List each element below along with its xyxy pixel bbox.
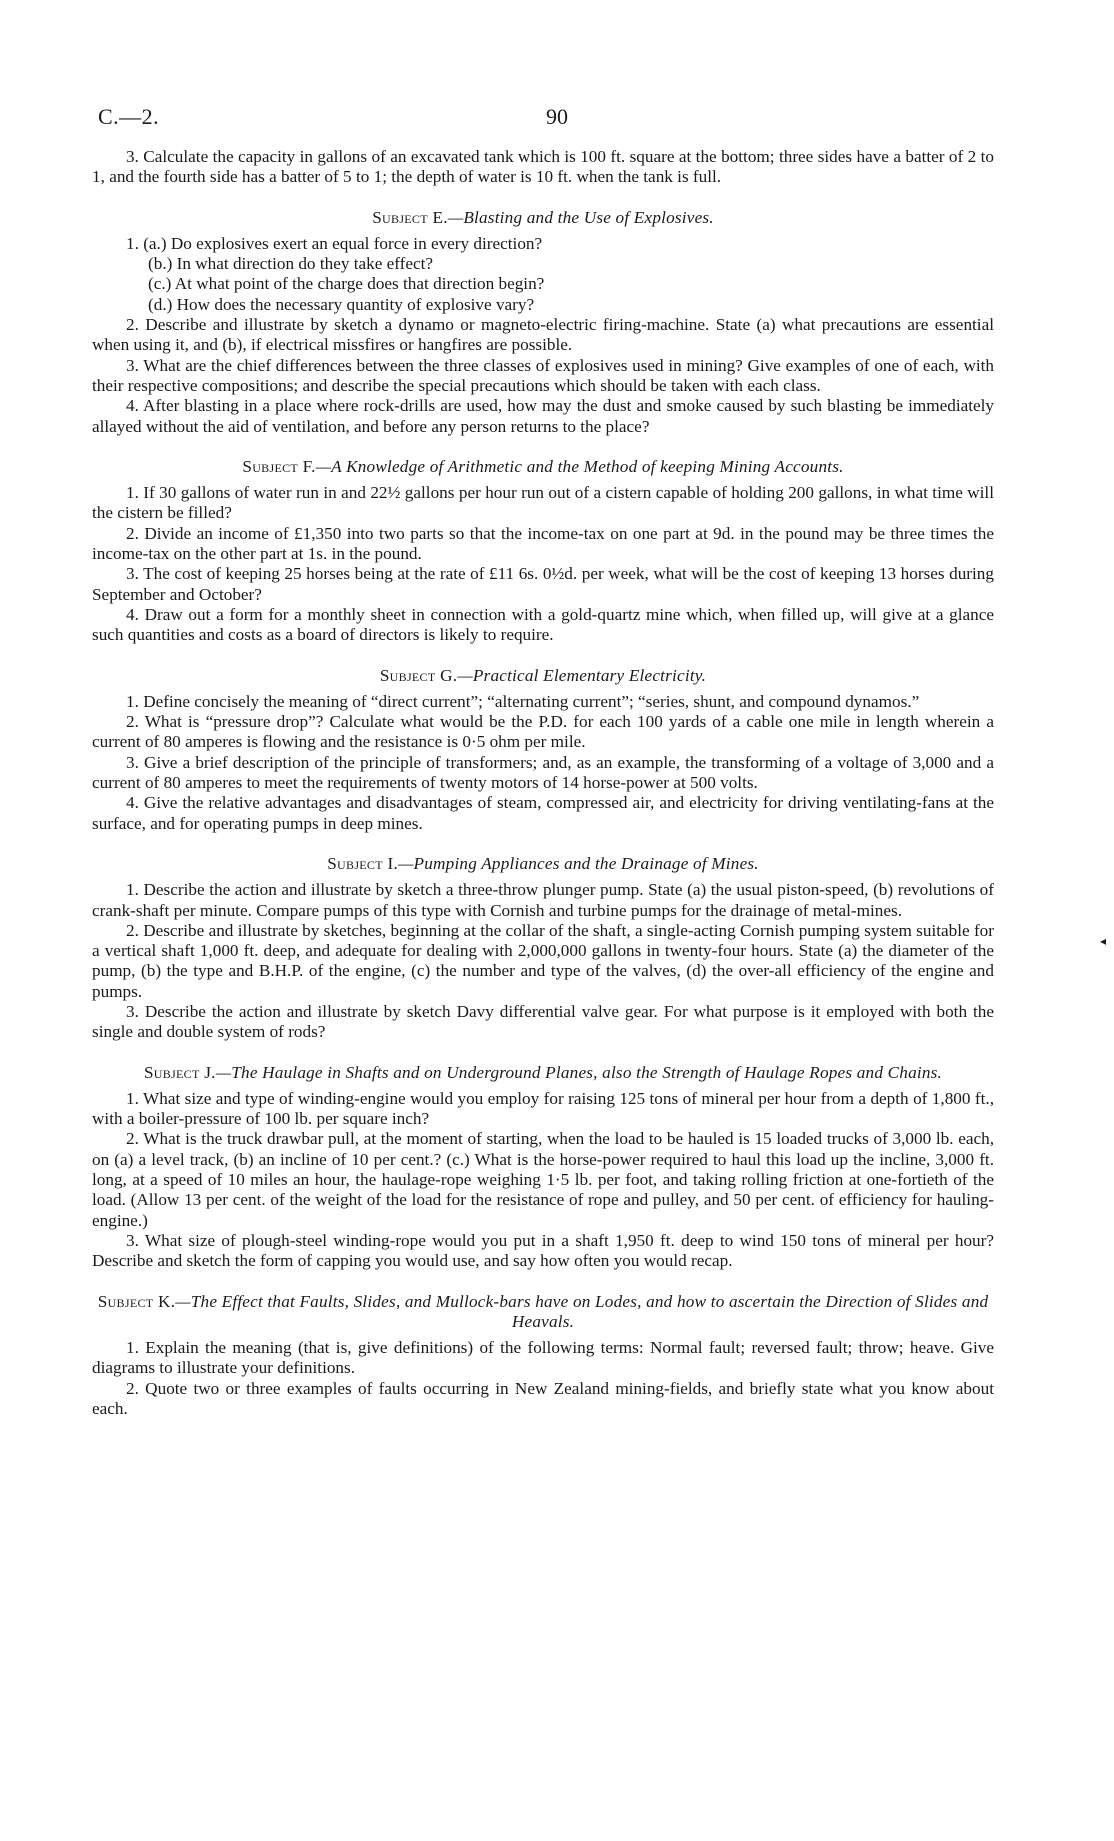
subject-i-question-3: 3. Describe the action and illustrate by sketch Davy differential valve gear. For what purpose is it employed with both the single and double system of rods? (92, 1001, 994, 1042)
subject-f-question-3: 3. The cost of keeping 25 horses being at the rate of £11 6s. 0½d. per week, what will be the cost of keeping 13 horses during September and October? (92, 564, 994, 604)
subject-j-label: Subject J. (143, 1062, 216, 1082)
document-reference: C.—2. (98, 104, 160, 129)
subject-e-question-1c: (c.) At what point of the charge does that direction begin? (148, 274, 545, 294)
subject-j-question-1: 1. What size and type of winding-engine would you employ for raising 125 tons of mineral per hour from a depth of 1,800 ft., with a boiler-pressure of 100 lb. per square inch? (92, 1088, 994, 1129)
subject-g-label: Subject G. (379, 665, 458, 685)
subject-e-label: Subject E. (372, 207, 448, 227)
page-body (92, 147, 994, 1419)
subject-k-question-1: 1. Explain the meaning (that is, give definitions) of the following terms: Normal fault; reversed fault; throw; heave. Give diagrams to illustrate your definitions. (92, 1338, 994, 1378)
subject-j-title: —The Haulage in Shafts and on Underground Planes, also the Strength of Haulage Ropes and Chains. (215, 1062, 943, 1082)
subject-f-question-4: 4. Draw out a form for a monthly sheet in connection with a gold-quartz mine which, when filled up, will give at a glance such quantities and costs as a board of directors is likely to require. (92, 604, 994, 645)
subject-i-question-1: 1. Describe the action and illustrate by sketch a three-throw plunger pump. State (a) the usual piston-speed, (b) revolutions of crank-shaft per minute. Compare pumps of this type with Cornish and turbine pumps for the drainage of metal-mines. (92, 880, 994, 920)
subject-g-title: —Practical Elementary Electricity. (457, 665, 707, 685)
subject-f-title: —A Knowledge of Arithmetic and the Method of keeping Mining Accounts. (315, 456, 844, 476)
subject-g-question-2: 2. What is “pressure drop”? Calculate what would be the P.D. for each 100 yards of a cable one mile in length wherein a current of 80 amperes is flowing and the resistance is 0·5 ohm per mile. (92, 712, 994, 752)
subject-e-question-2: 2. Describe and illustrate by sketch a dynamo or magneto-electric firing-machine. State (a) what precautions are essential when using it, and (b), if electrical missfires or hangfires are possible. (92, 315, 994, 355)
subject-i-heading (92, 854, 994, 874)
subject-e-question-1b: (b.) In what direction do they take effect? (148, 254, 434, 274)
subject-k-heading (92, 1292, 994, 1333)
subject-j-question-2: 2. What is the truck drawbar pull, at the moment of starting, when the load to be hauled is 15 loaded trucks of 3,000 lb. each, on (a) a level track, (b) an incline of 10 per cent.? (c.) What is the horse-power required to haul this load up the incline, 3,000 ft. long, at a speed of 10 miles an hour, the haulage-rope weighing 1·5 lb. per foot, and taking rolling friction at one-fortieth of the load. (Allow 13 per cent. of the weight of the load for the resistance of rope and pulley, and 50 per cent. of efficiency for hauling-engine.) (92, 1129, 994, 1230)
subject-g-question-1: 1. Define concisely the meaning of “direct current”; “alternating current”; “series, shunt, and compound dynamos.” (126, 691, 920, 711)
subject-f-heading (92, 457, 994, 477)
subject-e-title: —Blasting and the Use of Explosives. (447, 207, 714, 227)
subject-i-label: Subject I. (327, 853, 399, 873)
subject-j-heading (92, 1063, 994, 1083)
subject-e-question-1d: (d.) How does the necessary quantity of explosive vary? (148, 294, 535, 314)
subject-e-question-4: 4. After blasting in a place where rock-drills are used, how may the dust and smoke caused by such blasting be immediately allayed without the aid of ventilation, and before any person returns to the place? (92, 396, 994, 436)
subject-f-label: Subject F. (242, 456, 316, 476)
question-tank-capacity: 3. Calculate the capacity in gallons of an excavated tank which is 100 ft. square at the bottom; three sides have a batter of 2 to 1, and the fourth side has a batter of 5 to 1; the depth of water is 10 ft. when the tank is full. (92, 147, 994, 187)
subject-i-question-2: 2. Describe and illustrate by sketches, beginning at the collar of the shaft, a single-acting Cornish pumping system suitable for a vertical shaft 1,000 ft. deep, and adequate for dealing with 2,000,000 gallons in twenty-four hours. State (a) the diameter of the pump, (b) the type and B.H.P. of the engine, (c) the number and type of the valves, (d) the over-all efficiency of the engine and pumps. (92, 920, 994, 1001)
subject-e-question-1a: 1. (a.) Do explosives exert an equal force in every direction? (126, 233, 543, 253)
subject-i-title: —Pumping Appliances and the Drainage of Mines. (398, 853, 759, 873)
subject-f-question-1: 1. If 30 gallons of water run in and 22½ gallons per hour run out of a cistern capable of holding 200 gallons, in what time will the cistern be filled? (92, 483, 994, 523)
subject-g-question-4: 4. Give the relative advantages and disadvantages of steam, compressed air, and electricity for driving ventilating-fans at the surface, and for operating pumps in deep mines. (92, 793, 994, 833)
subject-k-question-2: 2. Quote two or three examples of faults occurring in New Zealand mining-fields, and briefly state what you know about each. (92, 1378, 994, 1419)
margin-mark: ◂ (1100, 934, 1107, 948)
subject-k-label: Subject K. (97, 1291, 176, 1311)
page-number: 90 (546, 104, 568, 129)
subject-e-heading (92, 208, 994, 228)
subject-k-title: —The Effect that Faults, Slides, and Mullock-bars have on Lodes, and how to ascertain the Direction of Slides and Heavals. (175, 1291, 989, 1331)
subject-e-question-3: 3. What are the chief differences between the three classes of explosives used in mining? Give examples of one of each, with their respective compositions; and describe the special precautions which should be taken with each class. (92, 355, 994, 395)
subject-j-question-3: 3. What size of plough-steel winding-rope would you put in a shaft 1,950 ft. deep to wind 150 tons of mineral per hour? Describe and sketch the form of capping you would use, and say how often you would recap. (92, 1230, 994, 1271)
page-header (92, 104, 1022, 134)
subject-g-question-3: 3. Give a brief description of the principle of transformers; and, as an example, the transforming of a voltage of 3,000 and a current of 80 amperes to meet the requirements of twenty motors of 14 horse-power at 500 volts. (92, 752, 994, 793)
subject-g-heading (92, 666, 994, 686)
subject-f-question-2: 2. Divide an income of £1,350 into two parts so that the income-tax on one part at 9d. in the pound may be three times the income-tax on the other part at 1s. in the pound. (92, 523, 994, 564)
